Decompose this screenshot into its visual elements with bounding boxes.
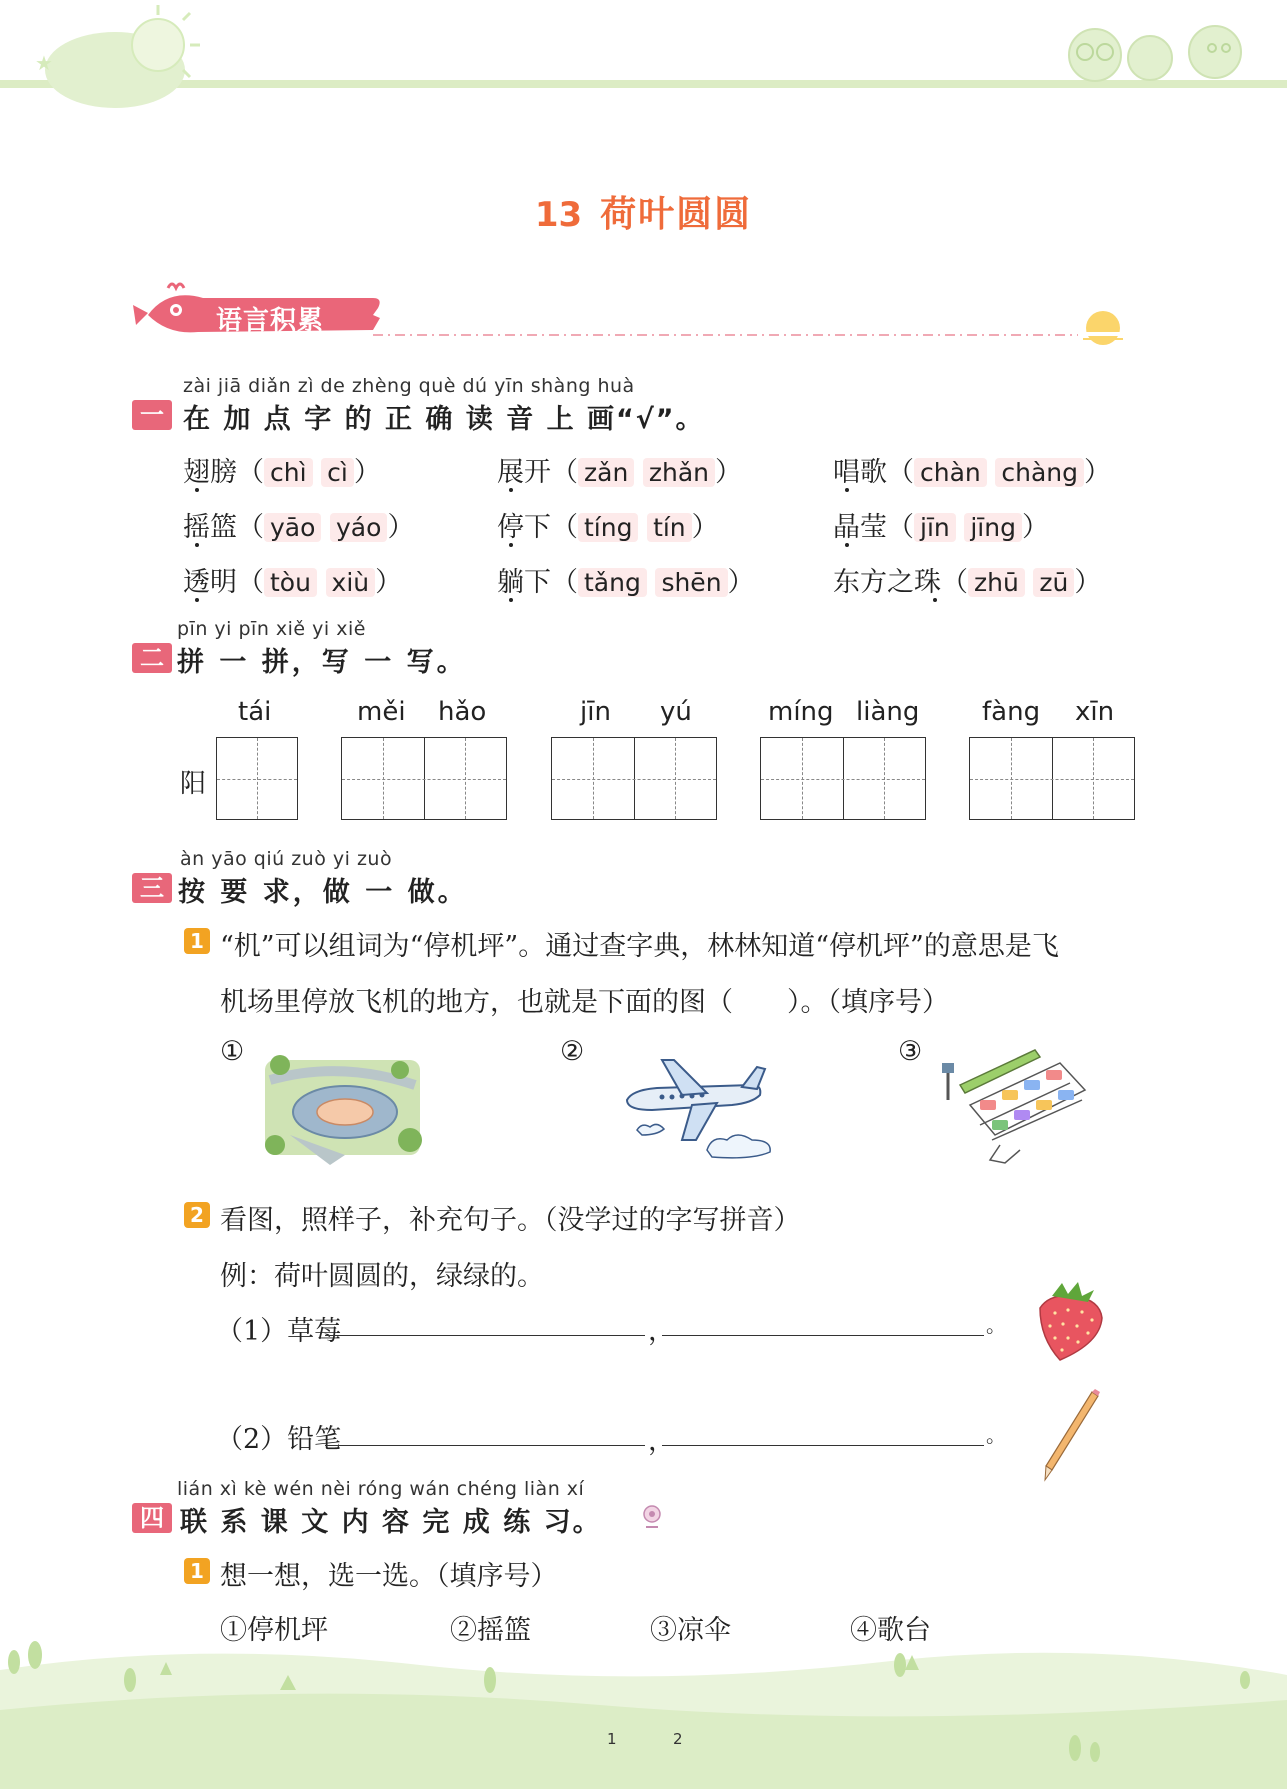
- q1-word: 摇篮: [183, 512, 237, 543]
- page-number: 1: [607, 1730, 617, 1748]
- choice-option[interactable]: ④歌台: [850, 1615, 931, 1646]
- q1-option[interactable]: yāo: [264, 513, 321, 542]
- syllable-label: tái: [238, 697, 272, 727]
- q3-badge: 三: [132, 873, 172, 903]
- q1-option[interactable]: tǎng: [578, 568, 647, 597]
- q1-option[interactable]: xiù: [326, 568, 376, 597]
- writing-grid[interactable]: [551, 737, 717, 820]
- q4-sub1-badge: 1: [184, 1558, 210, 1584]
- q1-option[interactable]: chàng: [995, 458, 1084, 487]
- q1-word: 晶莹: [833, 512, 887, 543]
- q1-word: 停下: [497, 512, 551, 543]
- q1-item: 躺下（ tǎng shēn ）: [497, 560, 755, 599]
- answer-blank[interactable]: [325, 1445, 645, 1446]
- syllable-label: míng: [768, 697, 834, 727]
- emphasis-dot: [195, 488, 199, 492]
- q1-word: 翅膀: [183, 457, 237, 488]
- q1-option[interactable]: shēn: [655, 568, 727, 597]
- page-title: [0, 186, 1287, 237]
- q3-heading: 按 要 求，做 一 做。: [178, 877, 468, 908]
- q1-item: 展开（ zǎn zhǎn ）: [497, 450, 742, 489]
- q4-sub1-line: 想一想，选一选。（填序号）: [220, 1561, 558, 1592]
- period: 。: [986, 1313, 1006, 1337]
- footer-landscape-decoration: [0, 1620, 1287, 1789]
- q3-sub1-line1: “机”可以组词为“停机坪”。通过查字典，林林知道“停机坪”的意思是飞: [220, 931, 1059, 962]
- q1-pinyin: zài jiā diǎn zì de zhèng què dú yīn shàng huà: [183, 375, 635, 397]
- comma: ，: [648, 1426, 675, 1457]
- q3-sub1-badge: 1: [184, 928, 210, 954]
- q1-item: 翅膀（ chì cì ）: [183, 450, 381, 489]
- answer-blank[interactable]: [325, 1335, 645, 1336]
- q2-pinyin: pīn yi pīn xiě yi xiě: [177, 618, 366, 640]
- q1-option[interactable]: tín: [647, 513, 692, 542]
- q1-item: 透明（ tòu xiù ）: [183, 560, 402, 599]
- prefix-char: 阳: [180, 769, 207, 799]
- section-banner-title: 语言积累: [216, 306, 325, 336]
- q1-word: 躺下: [497, 567, 551, 598]
- q1-item: 唱歌（ chàn chàng ）: [833, 450, 1111, 489]
- syllable-label: hǎo: [438, 697, 487, 727]
- q1-option[interactable]: jīn: [914, 513, 956, 542]
- q1-item: 停下（ tíng tín ）: [497, 505, 719, 544]
- answer-blank[interactable]: [662, 1335, 984, 1336]
- q1-option[interactable]: chàn: [914, 458, 987, 487]
- q1-item: 摇篮（ yāo yáo ）: [183, 505, 414, 544]
- emphasis-dot: [195, 543, 199, 547]
- q3-sub2-badge: 2: [184, 1202, 210, 1228]
- writing-grid[interactable]: [341, 737, 507, 820]
- q2-heading: 拼 一 拼，写 一 写。: [177, 647, 467, 678]
- emphasis-dot: [509, 543, 513, 547]
- q1-badge: 一: [132, 400, 172, 430]
- q2-badge: 二: [132, 643, 172, 673]
- writing-grid[interactable]: [216, 737, 298, 820]
- writing-grid[interactable]: [760, 737, 926, 820]
- syllable-label: jīn: [580, 697, 611, 727]
- q3-sub2-item1: （1）草莓: [216, 1316, 342, 1347]
- q1-option[interactable]: chì: [264, 458, 313, 487]
- syllable-label: xīn: [1075, 697, 1115, 727]
- q1-option[interactable]: tíng: [578, 513, 638, 542]
- picture-label: ③: [898, 1036, 923, 1067]
- q1-option[interactable]: zǎn: [578, 458, 634, 487]
- choice-option[interactable]: ②摇篮: [450, 1615, 531, 1646]
- header-decoration: [0, 0, 1287, 120]
- syllable-label: liàng: [856, 697, 920, 727]
- period: 。: [986, 1423, 1006, 1447]
- q1-option[interactable]: jīng: [964, 513, 1022, 542]
- q1-option[interactable]: tòu: [264, 568, 317, 597]
- q3-sub2-line1: 看图，照样子，补充句子。（没学过的字写拼音）: [220, 1205, 801, 1236]
- svg-text:★: ★: [35, 51, 53, 75]
- q1-item: 东方之珠（ zhū zū ）: [833, 560, 1101, 599]
- picture-label: ①: [220, 1036, 245, 1067]
- emphasis-dot: [845, 543, 849, 547]
- comma: ，: [648, 1316, 675, 1347]
- title-text: 荷叶圆圆: [600, 194, 753, 235]
- page-number: 2: [673, 1730, 683, 1748]
- emphasis-dot: [509, 598, 513, 602]
- q4-heading: 联 系 课 文 内 容 完 成 练 习。: [180, 1507, 602, 1538]
- q1-option[interactable]: yáo: [330, 513, 387, 542]
- q1-word: 东方之珠: [833, 567, 941, 598]
- syllable-label: měi: [357, 697, 406, 727]
- pencil-icon: [1040, 1388, 1100, 1483]
- q1-word: 唱歌: [833, 457, 887, 488]
- q1-option[interactable]: cì: [321, 458, 354, 487]
- emphasis-dot: [195, 598, 199, 602]
- strawberry-icon: [1030, 1278, 1110, 1363]
- q1-word: 展开: [497, 457, 551, 488]
- q1-option[interactable]: zhū: [968, 568, 1025, 597]
- q1-word: 透明: [183, 567, 237, 598]
- answer-blank[interactable]: [662, 1445, 984, 1446]
- q4-badge: 四: [132, 1503, 172, 1533]
- q4-pinyin: lián xì kè wén nèi róng wán chéng liàn xí: [177, 1478, 585, 1500]
- emphasis-dot: [845, 488, 849, 492]
- airplane-illustration[interactable]: [612, 1055, 782, 1165]
- syllable-label: yú: [660, 697, 692, 727]
- choice-option[interactable]: ①停机坪: [220, 1615, 328, 1646]
- title-number: 13: [534, 195, 583, 235]
- q3-sub2-example: 例：荷叶圆圆的，绿绿的。: [220, 1261, 544, 1292]
- q3-sub2-item2: （2）铅笔: [216, 1424, 342, 1455]
- q1-option[interactable]: zhǎn: [643, 458, 715, 487]
- syllable-label: fàng: [982, 697, 1041, 727]
- emphasis-dot: [509, 488, 513, 492]
- choice-option[interactable]: ③凉伞: [650, 1615, 731, 1646]
- location-pin-icon: [640, 1503, 664, 1531]
- parking-lot-illustration[interactable]: [940, 1045, 1090, 1165]
- q1-item: 晶莹（ jīn jīng ）: [833, 505, 1049, 544]
- picture-label: ②: [560, 1036, 585, 1067]
- writing-grid[interactable]: [969, 737, 1135, 820]
- q1-option[interactable]: zū: [1033, 568, 1074, 597]
- emphasis-dot: [933, 598, 937, 602]
- q3-sub1-line2: 机场里停放飞机的地方，也就是下面的图（ ）。（填序号）: [220, 987, 949, 1018]
- q3-pinyin: àn yāo qiú zuò yi zuò: [180, 848, 393, 870]
- park-roundabout-illustration[interactable]: [260, 1040, 425, 1165]
- q1-heading: 在 加 点 字 的 正 确 读 音 上 画“√”。: [183, 404, 705, 435]
